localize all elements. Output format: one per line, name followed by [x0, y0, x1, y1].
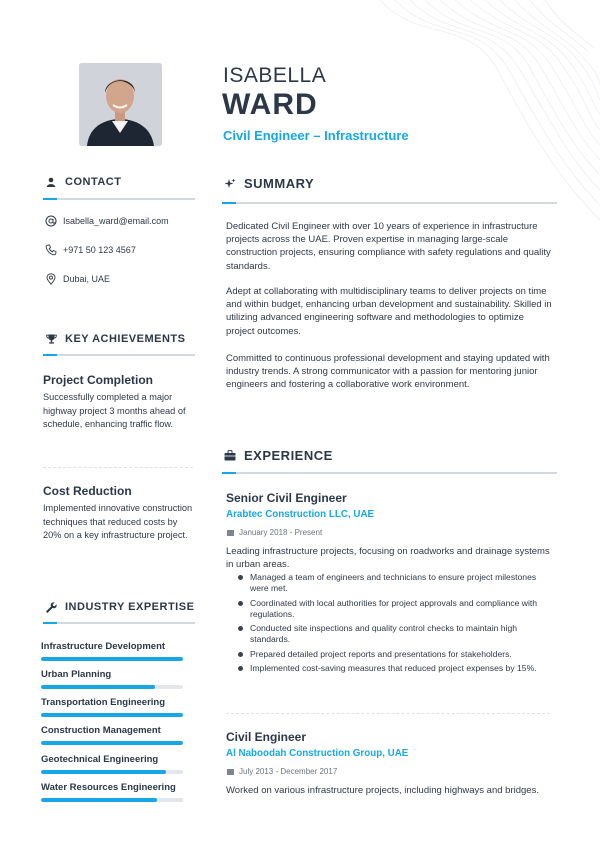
first-name: ISABELLA: [223, 64, 327, 87]
achievement-text: Successfully completed a major highway project 3 months ahead of schedule, enhancing traffic flow.: [43, 392, 186, 429]
location-value: Dubai, UAE: [63, 274, 111, 284]
skill-bar: [41, 657, 183, 661]
skill-fill: [41, 798, 157, 802]
skill-fill: [41, 685, 155, 689]
expertise-heading-label: INDUSTRY EXPERTISE: [65, 601, 195, 613]
skill-name: Geotechnical Engineering: [41, 754, 159, 765]
contact-email[interactable]: [45, 215, 169, 227]
job-role: Civil Engineer: [226, 730, 307, 744]
job-bullet: Coordinated with local authorities for project approvals and compliance with regulations.: [236, 598, 552, 620]
job-dates: [227, 767, 337, 776]
skill-bar: [41, 685, 183, 689]
skill-item: [41, 782, 183, 802]
job-title: Civil Engineer – Infrastructure: [223, 128, 409, 143]
summary-heading-label: SUMMARY: [244, 176, 315, 191]
summary-paragraph: Committed to continuous professional development and staying updated with industry trends. A strong communicator with a passion for mentoring junior engineers and fostering a collaborative work environment.: [226, 353, 550, 391]
contact-location: [45, 273, 110, 285]
job-divider: [226, 713, 550, 714]
achievement-title: Project Completion: [43, 373, 154, 387]
job-dates-text: July 2013 - December 2017: [239, 767, 338, 776]
last-name: WARD: [222, 88, 318, 121]
skill-fill: [41, 741, 183, 745]
contact-phone[interactable]: [45, 244, 136, 256]
achievement-title: Cost Reduction: [43, 484, 132, 498]
skill-item: [41, 754, 183, 774]
skill-bar: [41, 798, 183, 802]
job-company: Arabtec Construction LLC, UAE: [226, 509, 375, 520]
skill-bar: [41, 770, 183, 774]
calendar-icon: [227, 529, 234, 536]
calendar-icon: [227, 768, 234, 775]
phone-icon: [45, 244, 57, 256]
profile-photo: [79, 63, 162, 146]
summary-heading: [224, 176, 314, 191]
skill-name: Construction Management: [41, 725, 161, 736]
skill-fill: [41, 657, 183, 661]
job-bullets: [236, 572, 552, 678]
skill-item: [41, 641, 183, 661]
contact-heading-label: CONTACT: [65, 176, 122, 188]
experience-rule: [222, 472, 557, 474]
job-bullet: Prepared detailed project reports and presentations for stakeholders.: [236, 649, 552, 660]
skill-fill: [41, 770, 166, 774]
job-company: Al Naboodah Construction Group, UAE: [226, 748, 409, 759]
skill-fill: [41, 713, 183, 717]
skill-item: [41, 669, 183, 689]
expertise-heading: [45, 601, 194, 613]
achievements-rule: [43, 354, 195, 356]
summary-paragraph: Dedicated Civil Engineer with over 10 years of experience in infrastructure projects across the UAE. Proven expertise in managing large-scale construction projects, ensuring compliance with safety regulations and quality standards.: [226, 221, 551, 272]
achievement-divider: [43, 467, 193, 468]
decorative-waves: [370, 0, 600, 250]
summary-rule: [222, 202, 557, 204]
skill-bar: [41, 713, 183, 717]
summary-paragraph: Adept at collaborating with multidisciplinary teams to deliver projects on time and within budget, enhancing urban development and sustainability. Skilled in utilizing advanced engineering software and methodologies to optimize project outcomes.: [226, 286, 552, 337]
achievement-text: Implemented innovative construction techniques that reduced costs by 20% on a key infrastructure project.: [43, 503, 193, 540]
skill-name: Transportation Engineering: [41, 697, 166, 708]
contact-heading: [45, 176, 121, 188]
job-bullet: Managed a team of engineers and technicians to ensure project milestones were met.: [236, 572, 552, 594]
skill-item: [41, 725, 183, 745]
skill-bar: [41, 741, 183, 745]
job-description: Worked on various infrastructure projects, including highways and bridges.: [226, 785, 539, 796]
briefcase-icon: [224, 450, 236, 462]
sparkle-icon: [224, 178, 236, 190]
experience-heading: [224, 448, 333, 463]
skill-item: [41, 697, 183, 717]
person-portrait-icon: [79, 63, 162, 146]
skill-name: Water Resources Engineering: [41, 782, 176, 793]
job-bullet: Implemented cost-saving measures that reduced project expenses by 15%.: [236, 663, 552, 674]
job-description: Leading infrastructure projects, focusing on roadworks and drainage systems in urban areas.: [226, 546, 550, 571]
skill-name: Urban Planning: [41, 669, 112, 680]
trophy-icon: [45, 333, 57, 345]
skill-name: Infrastructure Development: [41, 641, 166, 652]
job-dates: [227, 528, 322, 537]
email-value: Isabella_ward@email.com: [63, 216, 169, 226]
contact-rule: [43, 198, 195, 200]
at-icon: [45, 215, 57, 227]
experience-heading-label: EXPERIENCE: [244, 448, 333, 463]
expertise-rule: [43, 622, 195, 624]
achievements-heading-label: KEY ACHIEVEMENTS: [65, 333, 186, 345]
achievements-heading: [45, 333, 185, 345]
job-bullet: Conducted site inspections and quality control checks to maintain high standards.: [236, 623, 552, 645]
location-pin-icon: [45, 273, 57, 285]
job-dates-text: January 2018 - Present: [239, 528, 323, 537]
wrench-icon: [45, 601, 57, 613]
phone-value: +971 50 123 4567: [63, 245, 136, 255]
user-icon: [45, 176, 57, 188]
job-role: Senior Civil Engineer: [226, 491, 347, 505]
